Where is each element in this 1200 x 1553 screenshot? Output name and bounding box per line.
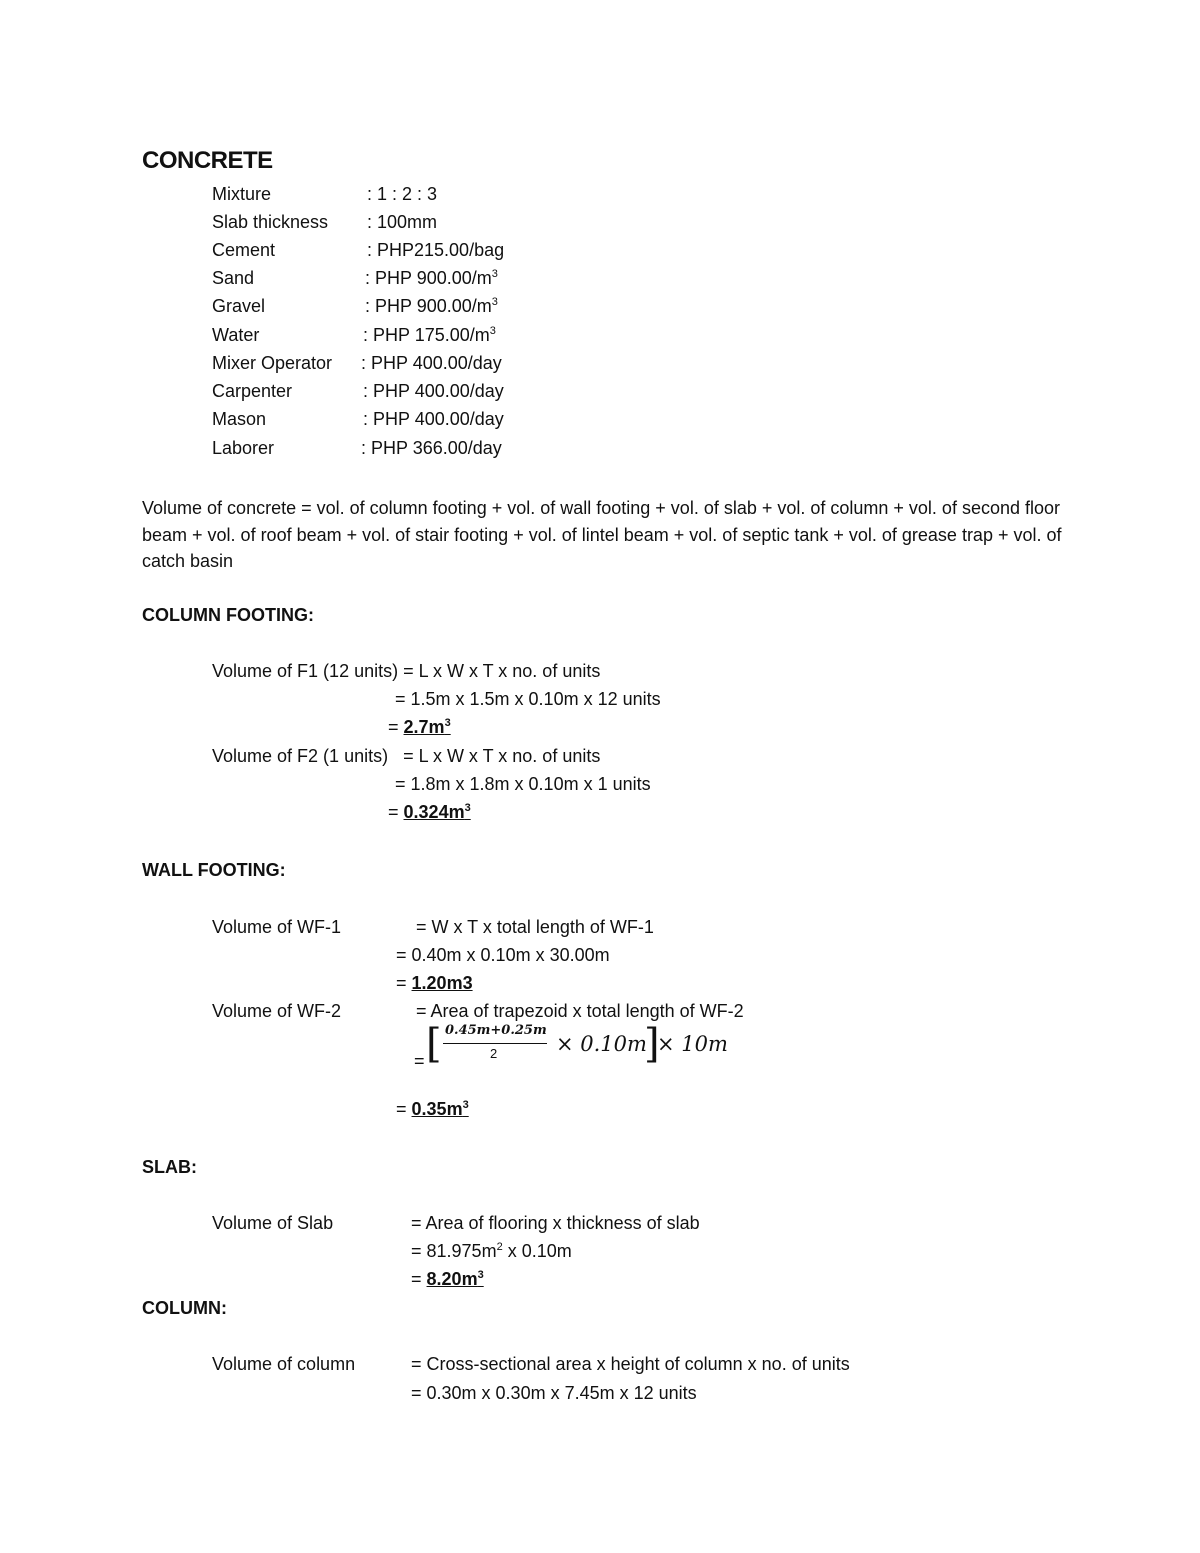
section-heading-wall-footing: WALL FOOTING: [142,860,286,880]
spec-label: Laborer [212,438,275,458]
left-bracket: [ [426,1021,442,1067]
f1-formula: Volume of F1 (12 units) = L x W x T x no. of units [212,661,601,681]
fraction-denominator: 2 [490,1046,498,1061]
column-calculation: = 0.30m x 0.30m x 7.45m x 12 units [411,1383,697,1403]
wf2-result: = $0.35m^3$ [396,1099,469,1119]
wf1-result: = 1.20m3 [396,973,473,993]
f2-calculation: = 1.8m x 1.8m x 0.10m x 1 units [395,774,651,794]
wf1-formula: = W x T x total length of WF-1 [416,917,654,937]
spec-label: Water [212,325,260,345]
spec-value: : 100mm [367,212,438,232]
wf2-equals: = [414,1051,425,1071]
section-heading-column-footing: COLUMN FOOTING: [142,605,314,625]
section-heading-column: COLUMN: [142,1298,227,1318]
f2-formula: Volume of F2 (1 units) = L x W x T x no. of units [212,746,601,766]
spec-value: : PHP 366.00/day [361,438,502,458]
document-title: CONCRETE [142,147,273,174]
spec-label: Sand [212,268,255,288]
column-formula: = Cross-sectional area x height of column x no. of units [411,1354,850,1374]
times-length: × 10m [657,1032,728,1056]
spec-label: Carpenter [212,381,293,401]
times-thickness: × 0.10m [556,1032,647,1056]
wf2-label: Volume of WF-2 [212,1001,342,1021]
slab-label: Volume of Slab [212,1213,334,1233]
spec-value: : PHP215.00/bag [367,240,505,260]
wf1-calculation: = 0.40m x 0.10m x 30.00m [396,945,610,965]
slab-calculation: = $81.975m^2$ x 0.10m [411,1241,572,1261]
f1-calculation: = 1.5m x 1.5m x 0.10m x 12 units [395,689,661,709]
slab-formula: = Area of flooring x thickness of slab [411,1213,700,1233]
column-label: Volume of column [212,1354,356,1374]
fraction-numerator: 0.45m+0.25m [445,1023,547,1038]
spec-label: Cement [212,240,276,260]
spec-label: Slab thickness [212,212,329,232]
right-bracket: ] [644,1021,660,1067]
wf1-label: Volume of WF-1 [212,917,342,937]
volume-formula-paragraph: Volume of concrete = vol. of column footing + vol. of wall footing + vol. of slab + vol. of column + vol. of second floor beam + vol. of roof beam + vol. of stair footing + vol. of lintel beam + vol. of septic tank + vol. of grease trap + vol. of catch basin [142,498,1062,571]
spec-label: Mixture [212,184,272,204]
spec-value: : PHP 400.00/day [361,353,502,373]
wf2-formula: = Area of trapezoid x total length of WF-2 [416,1001,744,1021]
f1-result: = $2.7m^3$ [388,717,451,737]
spec-value: : PHP 400.00/day [363,381,504,401]
spec-value: : PHP $900.00/m^3$ [365,296,498,316]
fraction-bar [443,1043,547,1044]
spec-value: : PHP 400.00/day [363,409,504,429]
spec-label: Mixer Operator [212,353,333,373]
f2-result: = $0.324m^3$ [388,802,471,822]
spec-value: : PHP $900.00/m^3$ [365,268,498,288]
slab-result: = $8.20m^3$ [411,1269,484,1289]
spec-label: Gravel [212,296,266,316]
spec-label: Mason [212,409,267,429]
spec-value: : PHP $175.00/m^3$ [363,325,496,345]
section-heading-slab: SLAB: [142,1157,197,1177]
spec-value: : 1 : 2 : 3 [367,184,438,204]
